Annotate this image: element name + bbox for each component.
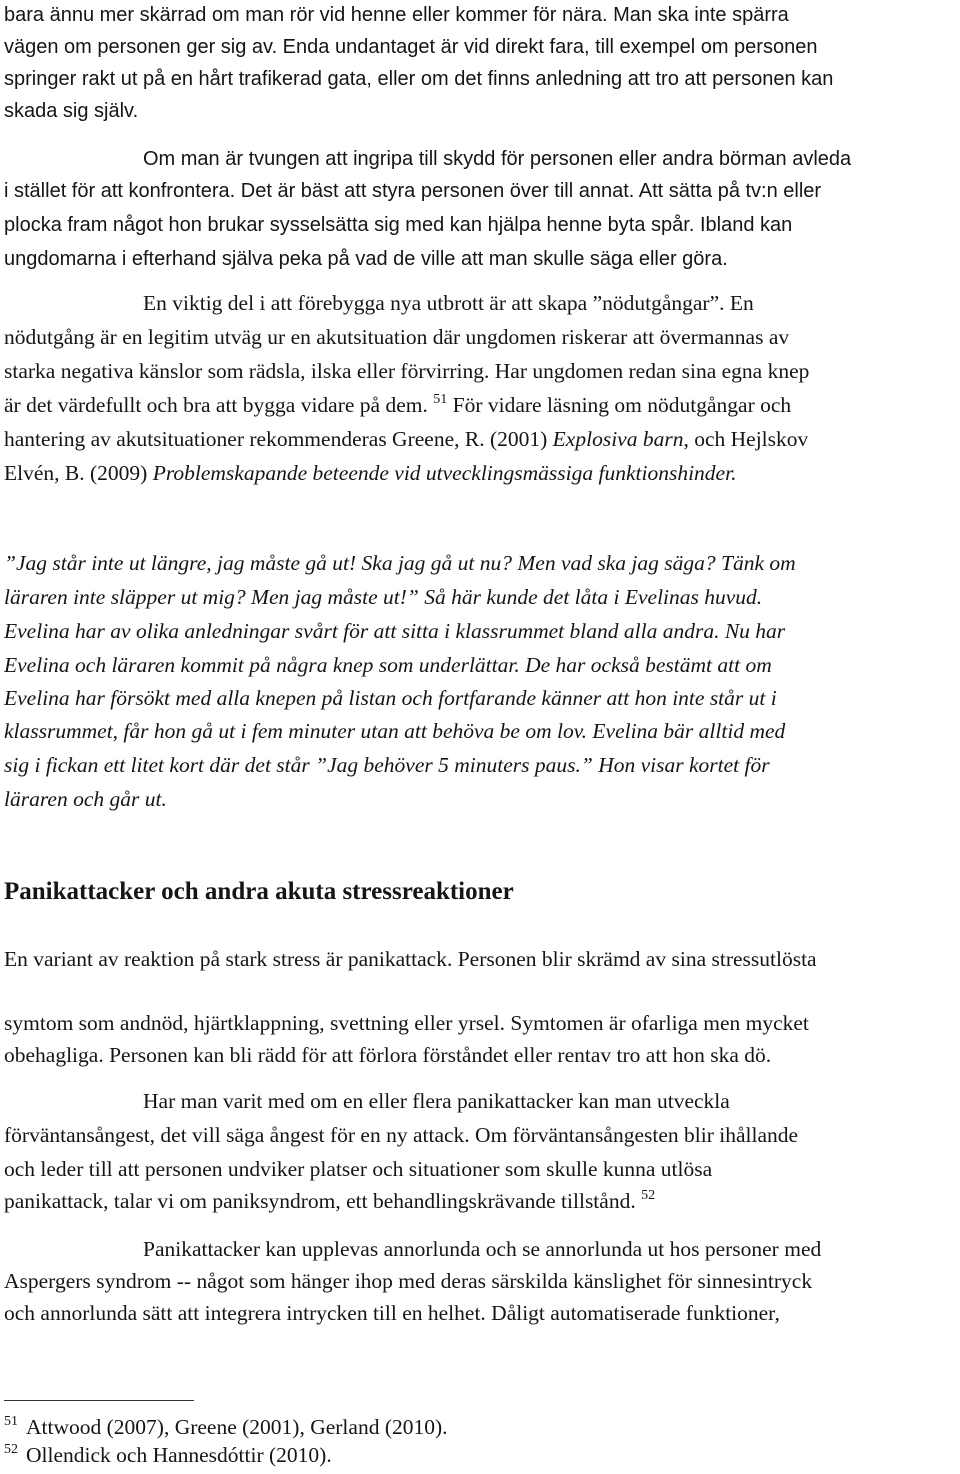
text-line [4,1268,812,1294]
text-line [4,212,792,238]
text-line [143,146,851,172]
text-line [4,550,796,576]
text-line [4,1156,712,1182]
text-segment: Problemskapande beteende vid utvecklingsmässiga funktionshinder. [152,461,737,485]
text-segment: symtom som andnöd, hjärtklappning, svettning eller yrsel. Symtomen är ofarliga men mycket [4,1011,809,1035]
text-segment: Aspergers syndrom -- något som hänger ihop med deras särskilda känslighet för sinnesintryck [4,1269,813,1293]
text-segment: Evelina har av olika anledningar svårt för att sitta i klassrummet bland alla andra. Nu har [4,619,786,643]
text-segment: vägen om personen ger sig av. Enda undantaget är vid direkt fara, till exempel om personen [4,36,818,58]
text-line [4,34,817,60]
text-segment: Evelina och läraren kommit på några knep som underlättar. De har också bestämt att om [4,653,772,677]
text-segment: ungdomarna i efterhand själva peka på vad de ville att man skulle säga eller göra. [4,248,728,270]
text-segment: Elvén, B. (2009) [4,461,153,485]
text-segment: hantering av akutsituationer rekommenderas Greene, R. (2001) [4,427,553,451]
text-segment: Om man är tvungen att ingripa till skydd för personen eller andra börman avleda [143,148,852,170]
text-segment: Har man varit med om en eller flera panikattacker kan man utveckla [143,1089,730,1113]
footnote-reference: 52 [641,1188,656,1203]
footnote-number: 52 [4,1442,18,1457]
text-line [4,460,736,486]
text-segment: och annorlunda sätt att integrera intrycken till en helhet. Dåligt automatiserade funktioner, [4,1301,780,1325]
text-line [4,786,167,812]
text-segment: En viktig del i att förebygga nya utbrott är att skapa ”nödutgångar”. En [143,291,754,315]
text-line [4,2,789,28]
text-line [4,1122,798,1148]
text-line [4,652,772,678]
text-segment: läraren och går ut. [4,787,167,811]
text-line [4,246,728,272]
footnote-reference: 51 [433,392,448,407]
text-segment: är det värdefullt och bra att bygga vidare på dem. [4,393,434,417]
text-line [4,946,817,972]
text-line [4,392,791,418]
text-segment: läraren inte släpper ut mig? Men jag måste ut!” Så här kunde det låta i Evelinas huvud. [4,585,763,609]
text-segment: skada sig själv. [4,100,139,122]
text-segment: och leder till att personen undviker platser och situationer som skulle kunna utlösa [4,1157,713,1181]
text-line [4,618,785,644]
text-line [4,1042,771,1068]
text-line [4,178,821,204]
text-segment: Explosiva barn [552,427,684,451]
text-line [4,358,809,384]
text-line [4,98,138,124]
text-line [4,752,770,778]
text-segment: bara ännu mer skärrad om man rör vid henne eller kommer för nära. Man ska inte spärra [4,4,789,26]
text-line [4,426,808,452]
footnote-text: Attwood (2007), Greene (2001), Gerland (2010). [26,1415,448,1439]
section-heading: Panikattacker och andra akuta stressreaktioner [4,878,514,905]
text-segment: För vidare läsning om nödutgångar och [447,393,792,417]
text-segment: klassrummet, får hon gå ut i fem minuter utan att behöva be om lov. Evelina bär alltid med [4,719,786,743]
text-segment: ”Jag står inte ut längre, jag måste gå ut! Ska jag gå ut nu? Men vad ska jag säga? Tänk om [4,551,796,575]
text-line [4,685,777,711]
text-line [143,290,754,316]
footnote [4,1414,448,1440]
text-line [143,1088,730,1114]
text-segment: panikattack, talar vi om paniksyndrom, ett behandlingskrävande tillstånd. [4,1189,642,1213]
text-line [4,66,833,92]
text-segment: starka negativa känslor som rädsla, ilska eller förvirring. Har ungdomen redan sina egna knep [4,359,810,383]
text-segment: , och Hejlskov [683,427,809,451]
text-line [4,1300,780,1326]
text-segment: obehagliga. Personen kan bli rädd för att förlora förståndet eller rentav tro att hon ska dö. [4,1043,772,1067]
text-segment: i stället för att konfrontera. Det är bäst att styra personen över till annat. Att sätta på tv:n eller [4,180,822,202]
footnote-separator [4,1400,194,1401]
text-line [4,1010,809,1036]
text-segment: springer rakt ut på en hårt trafikerad gata, eller om det finns anledning att tro att personen kan [4,68,834,90]
footnote-text: Ollendick och Hannesdóttir (2010). [26,1443,332,1467]
text-line [4,718,785,744]
footnote [4,1442,332,1468]
text-segment: Evelina har försökt med alla knepen på listan och fortfarande känner att hon inte står ut i [4,686,777,710]
text-line [4,584,762,610]
text-line [143,1236,821,1262]
text-segment: Panikattacker kan upplevas annorlunda och se annorlunda ut hos personer med [143,1237,822,1261]
text-segment: plocka fram något hon brukar sysselsätta sig med kan hjälpa henne byta spår. Ibland kan [4,214,793,236]
text-line [4,1188,655,1214]
text-segment: förväntansångest, det vill säga ångest för en ny attack. Om förväntansångesten blir ihållande [4,1123,799,1147]
text-segment: En variant av reaktion på stark stress är panikattack. Personen blir skrämd av sina stressutlösta [4,947,817,971]
text-line [4,324,789,350]
text-segment: nödutgång är en legitim utväg ur en akutsituation där ungdomen riskerar att övermannas av [4,325,790,349]
footnote-number: 51 [4,1414,18,1429]
text-segment: sig i fickan ett litet kort där det står ”Jag behöver 5 minuters paus.” Hon visar kortet för [4,753,770,777]
